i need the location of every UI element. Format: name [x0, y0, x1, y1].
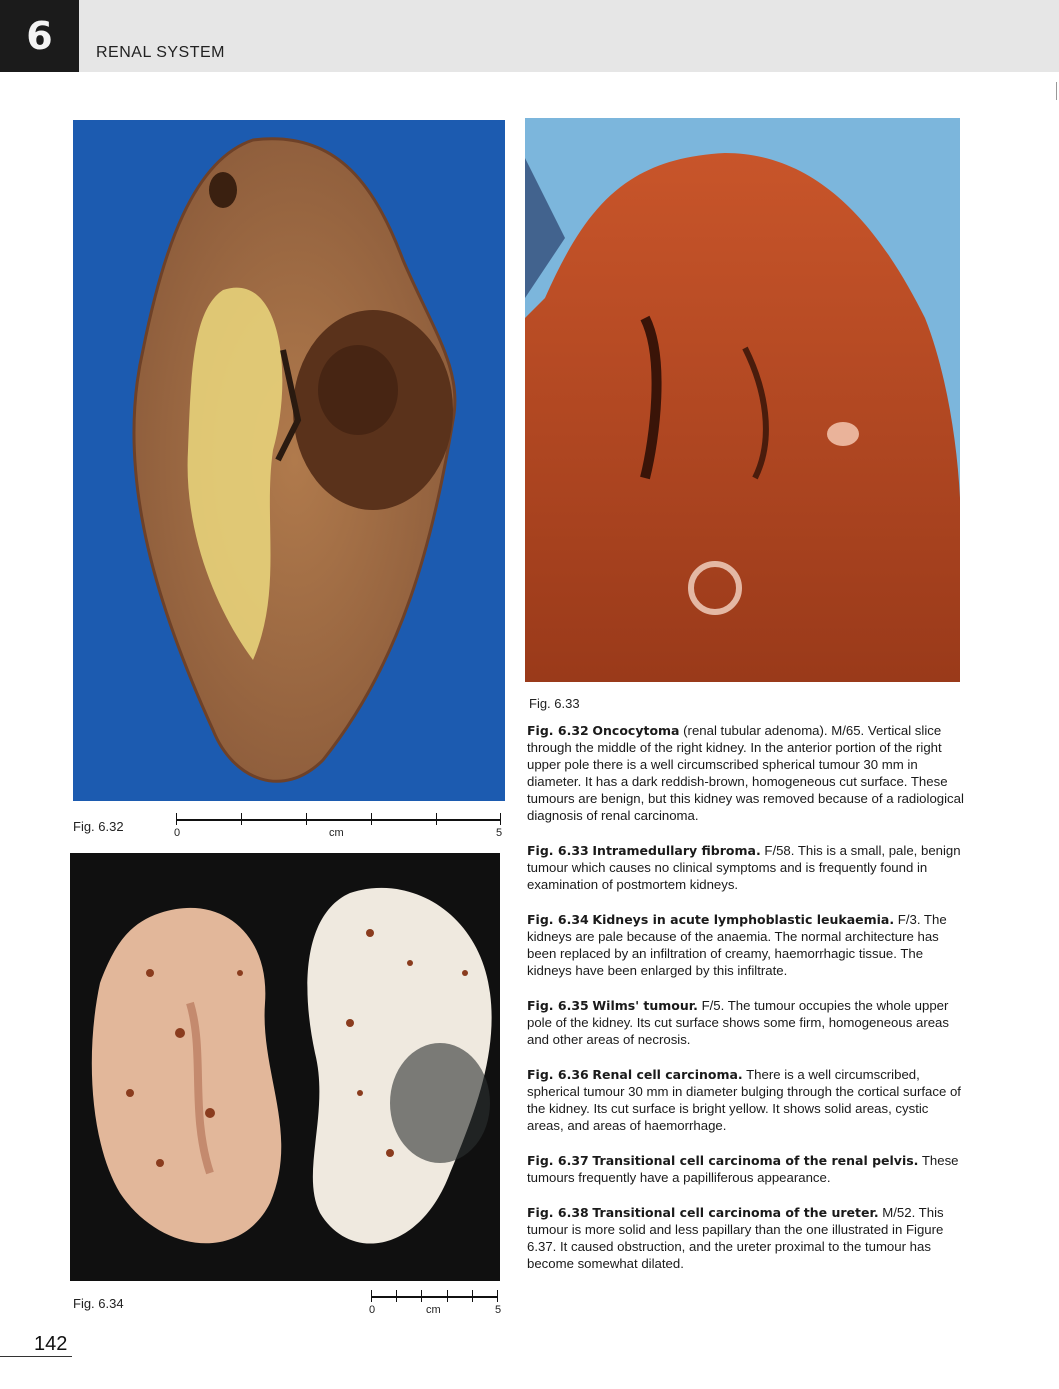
caption-fig-6-32 [527, 722, 967, 824]
scale-tick [371, 1290, 372, 1302]
scale-tick [436, 813, 437, 825]
scale-end: 5 [495, 1304, 502, 1316]
caption-fig-6-36 [527, 1066, 967, 1134]
caption-title: Kidneys in acute lymphoblastic leukaemia. [592, 912, 895, 927]
scale-line [371, 1296, 498, 1298]
caption-id: Fig. 6.38 [527, 1205, 589, 1220]
figure-6-32-label: Fig. 6.32 [73, 819, 124, 834]
figure-6-33-label: Fig. 6.33 [529, 696, 580, 711]
figure-6-33-photo [525, 118, 960, 682]
caption-id: Fig. 6.35 [527, 998, 589, 1013]
scale-line [176, 819, 501, 821]
caption-text: F/58. This is a small, pale, benign tumour which causes no clinical symptoms and is frequently found in examination of postmortem kidneys. [527, 843, 961, 892]
scale-tick [241, 813, 242, 825]
caption-title: Renal cell carcinoma. [592, 1067, 743, 1082]
scale-unit: cm [426, 1304, 441, 1316]
caption-title: Oncocytoma [592, 723, 680, 738]
caption-title: Transitional cell carcinoma of the renal pelvis. [592, 1153, 919, 1168]
caption-title: Wilms' tumour. [592, 998, 698, 1013]
scale-bar-1 [176, 813, 501, 843]
caption-id: Fig. 6.37 [527, 1153, 589, 1168]
scale-tick [497, 1290, 498, 1302]
caption-fig-6-38 [527, 1204, 967, 1272]
scale-tick [500, 813, 501, 825]
scale-tick [371, 813, 372, 825]
kidney-slice-illustration [73, 120, 505, 801]
figure-6-32-photo [73, 120, 505, 801]
caption-id: Fig. 6.33 [527, 843, 589, 858]
caption-column [527, 722, 967, 1290]
scale-bar-2 [369, 1290, 502, 1320]
scale-tick [421, 1290, 422, 1302]
leukaemia-kidneys-illustration [70, 853, 500, 1281]
caption-text: There is a well circumscribed, spherical tumour 30 mm in diameter bulging through the cortical surface of the kidney. Its cut surface is bright yellow. It shows solid areas, cystic areas, and areas of haemorrhage. [527, 1067, 961, 1133]
chapter-tab [0, 0, 79, 72]
caption-fig-6-34 [527, 911, 967, 979]
scale-tick [447, 1290, 448, 1302]
caption-id: Fig. 6.32 [527, 723, 589, 738]
caption-fig-6-35 [527, 997, 967, 1048]
caption-text: F/5. The tumour occupies the whole upper pole of the kidney. Its cut surface shows some firm, homogeneous areas and other areas of necrosis. [527, 998, 949, 1047]
page-number: 142 [34, 1333, 68, 1355]
margin-rule [1056, 82, 1057, 100]
caption-text: (renal tubular adenoma). M/65. Vertical slice through the middle of the right kidney. In the anterior portion of the right upper pole there is a well circumscribed spherical tumour 30 mm in diameter. It has a dark reddish-brown, homogeneous cut surface. These tumours are benign, but this kidney was removed because of a radiological diagnosis of renal carcinoma. [527, 723, 964, 823]
figure-6-34-photo [70, 853, 500, 1281]
caption-text: M/52. This tumour is more solid and less papillary than the one illustrated in Figure 6.37. It caused obstruction, and the ureter proximal to the tumour has become somewhat dilated. [527, 1205, 944, 1271]
caption-fig-6-37 [527, 1152, 967, 1186]
figure-6-34-label: Fig. 6.34 [73, 1296, 124, 1311]
caption-id: Fig. 6.34 [527, 912, 589, 927]
scale-start: 0 [174, 827, 181, 839]
caption-title: Intramedullary fibroma. [592, 843, 761, 858]
caption-title: Transitional cell carcinoma of the ureter. [592, 1205, 879, 1220]
chapter-number: 6 [26, 14, 53, 58]
scale-tick [396, 1290, 397, 1302]
scale-tick [472, 1290, 473, 1302]
scale-start: 0 [369, 1304, 376, 1316]
scale-unit: cm [329, 827, 344, 839]
caption-text: F/3. The kidneys are pale because of the anaemia. The normal architecture has been replaced by an infiltration of creamy, haemorrhagic tissue. The kidneys have been enlarged by this infiltrate. [527, 912, 947, 978]
kidney-cut-illustration [525, 118, 960, 682]
scale-tick [176, 813, 177, 825]
page-number-rule [0, 1356, 72, 1357]
caption-text: These tumours frequently have a papilliferous appearance. [527, 1153, 959, 1185]
scale-end: 5 [496, 827, 503, 839]
scale-tick [306, 813, 307, 825]
caption-fig-6-33 [527, 842, 967, 893]
section-title: RENAL SYSTEM [96, 44, 225, 61]
caption-id: Fig. 6.36 [527, 1067, 589, 1082]
